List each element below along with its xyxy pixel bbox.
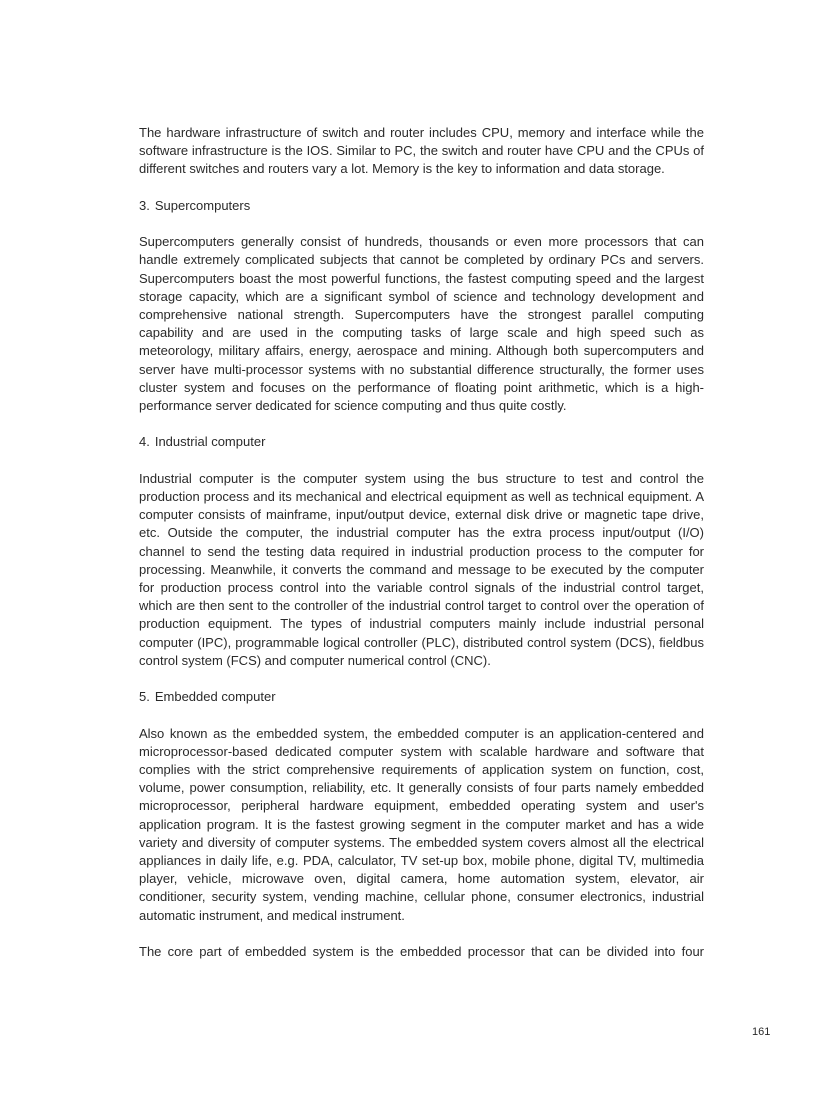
section-heading-industrial-computer — [139, 433, 704, 451]
page-number: 161 — [752, 1026, 771, 1038]
section-title: Embedded computer — [154, 689, 276, 705]
section-heading-supercomputers — [139, 197, 704, 215]
section-number: 4. — [139, 434, 150, 450]
section-title: Supercomputers — [154, 197, 251, 213]
paragraph: The core part of embedded system is the embedded processor that can be divided into four — [139, 944, 704, 960]
section-number: 5. — [139, 689, 150, 705]
section-number: 3. — [139, 197, 150, 213]
intro-paragraph: The hardware infrastructure of switch and router includes CPU, memory and interface while the software infrastructure is the IOS. Similar to PC, the switch and router have CPU and the CPUs of different switches and routers vary a lot. Memory is the key to information and data storage. — [139, 125, 704, 177]
section-title: Industrial computer — [154, 434, 266, 450]
section-heading-embedded-computer — [139, 688, 704, 706]
paragraph: Industrial computer is the computer system using the bus structure to test and control the production process and its mechanical and electrical equipment as well as technical equipment. A computer consists of mainframe, input/output device, external disk drive or magnetic tape drive, etc. Outside the computer, the industrial computer has the extra process input/output (I/O) channel to send the testing data required in industrial production process to the computer for processing. Meanwhile, it converts the command and message to be executed by the computer for production process control into the variable control signals of the industrial control target, which are then sent to the controller of the industrial control target to control over the operation of production equipment. The types of industrial computers mainly include industrial personal computer (IPC), programmable logical controller (PLC), distributed control system (DCS), fieldbus control system (FCS) and computer numerical control (CNC). — [139, 470, 704, 668]
page-body — [139, 124, 704, 979]
paragraph: Also known as the embedded system, the embedded computer is an application-centered and microprocessor-based dedicated computer system with scalable hardware and software that complies with the strict comprehensive requirements of application system on function, cost, volume, power consumption, reliability, etc. It generally consists of four parts namely embedded microprocessor, peripheral hardware equipment, embedded operating system and user's application program. It is the fastest growing segment in the computer market and has a wide variety and diversity of computer systems. The embedded system covers almost all the electrical appliances in daily life, e.g. PDA, calculator, TV set-up box, mobile phone, digital TV, multimedia player, vehicle, microwave oven, digital camera, home automation system, elevator, air conditioner, security system, vending machine, cellular phone, consumer electronics, industrial automatic instrument, and medical instrument. — [139, 725, 704, 923]
paragraph: Supercomputers generally consist of hundreds, thousands or even more processors that can handle extremely complicated subjects that cannot be completed by ordinary PCs and servers. Supercomputers boast the most powerful functions, the fastest computing speed and the largest storage capacity, which are a significant symbol of science and technology development and comprehensive national strength. Supercomputers have the strongest parallel computing capability and are used in the computing tasks of large scale and high speed such as meteorology, military affairs, energy, aerospace and mining. Although both supercomputers and server have multi-processor systems with no substantial difference structurally, the former uses cluster system and focuses on the performance of floating point arithmetic, which is a high-performance server dedicated for science computing and thus quite costly. — [139, 234, 704, 414]
